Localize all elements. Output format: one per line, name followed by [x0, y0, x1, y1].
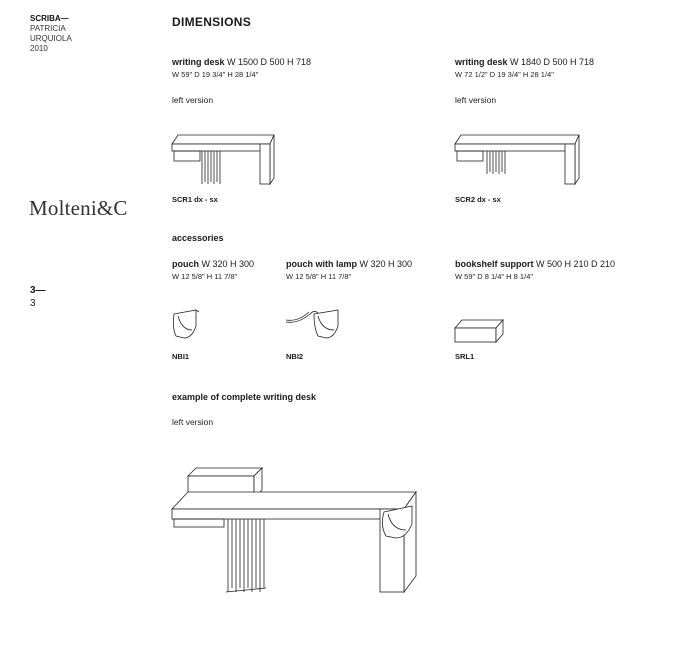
example-title: example of complete writing desk — [172, 392, 317, 402]
desk1-note: left version — [172, 95, 214, 105]
desk1-drawing — [168, 132, 278, 190]
pouch-lamp-imperial: W 12 5/8" H 11 7/8" — [286, 272, 352, 281]
pouch-code: NBI1 — [172, 352, 190, 361]
accessories-label: accessories — [172, 233, 224, 243]
pouch-name: pouch — [172, 259, 199, 269]
pouch-drawing — [170, 308, 202, 344]
collection-title: SCRIBA— — [30, 14, 69, 23]
collection-year: 2010 — [30, 44, 48, 53]
bookshelf-code: SRL1 — [455, 352, 475, 361]
pouch-metric: W 320 H 300 — [199, 259, 255, 269]
desk2-name: writing desk — [455, 57, 508, 67]
bookshelf-name: bookshelf support — [455, 259, 534, 269]
page-number-bold: 3— — [30, 285, 46, 296]
bookshelf-metric: W 500 H 210 D 210 — [533, 259, 616, 269]
desk2-drawing — [451, 132, 583, 190]
bookshelf-imperial: W 59" D 8 1/4" H 8 1/4" — [455, 272, 534, 281]
example-note: left version — [172, 417, 214, 427]
pouch-heading — [172, 259, 254, 270]
desk1-code: SCR1 dx - sx — [172, 195, 218, 204]
desk2-code: SCR2 dx - sx — [455, 195, 501, 204]
page-number-light: 3 — [30, 298, 36, 309]
desk1-name: writing desk — [172, 57, 225, 67]
accessories-heading — [172, 233, 224, 244]
pouch-lamp-metric: W 320 H 300 — [357, 259, 413, 269]
pouch-lamp-drawing — [284, 304, 354, 344]
desk2-heading — [455, 57, 594, 68]
desk2-imperial: W 72 1/2" D 19 3/4" H 28 1/4" — [455, 70, 554, 79]
brand-logo: Molteni&C — [29, 196, 128, 220]
desk2-metric: W 1840 D 500 H 718 — [507, 57, 595, 67]
bookshelf-drawing — [452, 318, 508, 346]
desk2-note: left version — [455, 95, 497, 105]
pouch-lamp-name: pouch with lamp — [286, 259, 357, 269]
bookshelf-heading — [455, 259, 615, 270]
designer-last-name: URQUIOLA — [30, 34, 72, 43]
page-number — [30, 284, 46, 310]
example-heading — [172, 392, 316, 403]
complete-desk-drawing — [166, 464, 428, 600]
section-title: DIMENSIONS — [172, 15, 252, 29]
designer-first-name: PATRICIA — [30, 24, 66, 33]
desk1-heading — [172, 57, 311, 68]
desk1-imperial: W 59" D 19 3/4" H 28 1/4" — [172, 70, 259, 79]
desk1-metric: W 1500 D 500 H 718 — [224, 57, 312, 67]
pouch-lamp-heading — [286, 259, 412, 270]
collection-credit — [30, 14, 72, 54]
pouch-imperial: W 12 5/8" H 11 7/8" — [172, 272, 238, 281]
pouch-lamp-code: NBI2 — [286, 352, 304, 361]
